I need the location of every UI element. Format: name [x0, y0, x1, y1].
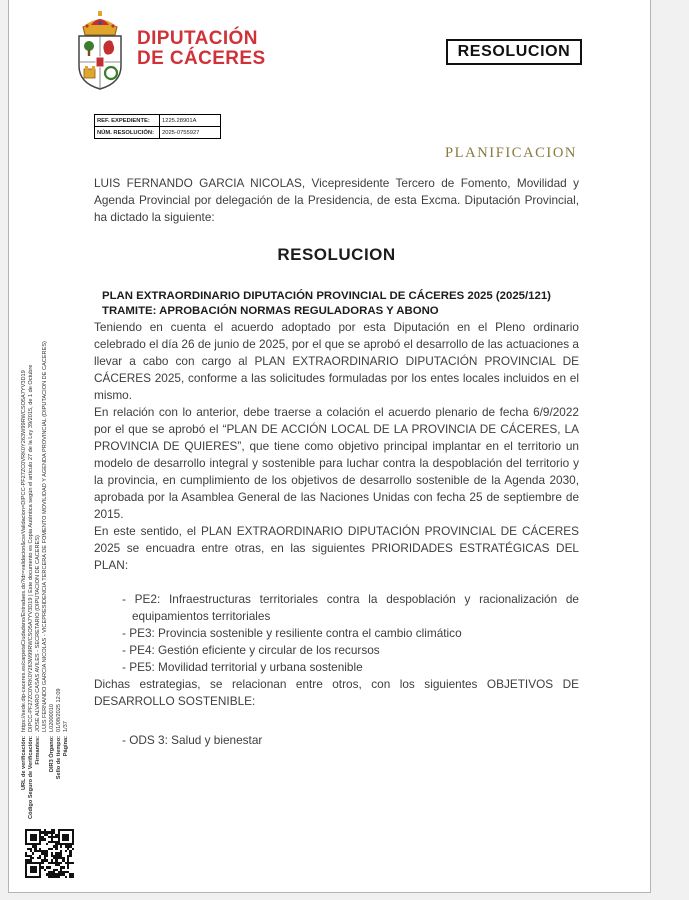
- shield-icon: [79, 36, 121, 89]
- list-item: - PE4: Gestión eficiente y circular de los recursos: [122, 643, 380, 657]
- paragraph-ods-intro: Dichas estrategias, se relacionan entre otros, con los siguientes OBJETIVOS DE DESARROLLO SOSTENIBLE:: [94, 677, 579, 708]
- reference-table: [94, 114, 221, 139]
- page-number-value: 1/37: [63, 721, 69, 732]
- ref-expediente-value: 1225.28901A: [160, 115, 221, 127]
- signers-row: [42, 86, 49, 886]
- document-body: [94, 175, 579, 749]
- paragraph-acuerdo-pleno: Teniendo en cuenta el acuerdo adoptado por esta Diputación en el Pleno ordinario celebrado el día 26 de junio de 2025, por el que se aprobó el desarrollo de las actuaciones a llevar a cabo con cargo al PLAN EXTRAORDINARIO DIPUTACIÓN PROVINCIAL DE CÁCERES 2025, conforme a las solicitudes formuladas por los entes locales incluidos en el mismo.: [94, 320, 579, 402]
- subject-tramite-line: TRAMITE: APROBACIÓN NORMAS REGULADORAS Y ABONO: [102, 305, 439, 317]
- caceres-coat-of-arms-icon: [71, 11, 129, 91]
- subject-block: [94, 289, 579, 319]
- table-row: [95, 127, 221, 139]
- list-item: - PE5: Movilidad territorial y urbana sostenible: [122, 660, 363, 674]
- qr-code: [25, 829, 74, 878]
- signer-name: JOSE ALVARO CASAS AVILES - SECRETARIO (DIPUTACION DE CACERES): [35, 535, 41, 732]
- org-name-line2: DE CÁCERES: [137, 48, 266, 69]
- verification-url-label: URL de verificación:: [21, 736, 27, 790]
- timestamp-value: 01/08/2025 12:09: [56, 688, 62, 732]
- signer-name: LUIS FERNANDO GARCIA NICOLAS - VICEPRESIDENCIA TERCERA DE FOMENTO MOVILIDAD Y AGENDA PROVINCIAL (DIPUTACION DE CACERES): [42, 341, 48, 732]
- dir3-value: L02000010: [49, 704, 55, 732]
- resolution-stamp-label: RESOLUCION: [457, 43, 571, 60]
- org-wordmark: [137, 29, 266, 69]
- verification-csv-value: DIPCC-PF27ZC0VRK0Y263W99RWCSO5A7YV3D19 | Este documento es Copia Auténtica según el artículo 27 de la Ley 39/2015, de 1 de Octubre: [28, 364, 34, 732]
- paragraph-prioridades-intro: En este sentido, el PLAN EXTRAORDINARIO DIPUTACIÓN PROVINCIAL DE CÁCERES 2025 se encuadra entre otras, en las siguientes PRIORIDADES ESTRATÉGICAS DEL PLAN:: [94, 524, 579, 572]
- subject-plan-line: PLAN EXTRAORDINARIO DIPUTACIÓN PROVINCIAL DE CÁCERES 2025 (2025/121): [102, 290, 551, 302]
- paragraph-plan-accion-local: En relación con lo anterior, debe traerse a colación el acuerdo plenario de fecha 6/9/2022 por el que se aprobó el “PLAN DE ACCIÓN LOCAL DE LA PROVINCIA DE CÁCERES, LA PROVINCIA DE QUIERES”, que tiene como objetivo principal implantar en el territorio un modelo de desarrollo integral y sostenible para luchar contra la despoblación del territorio y la provincia, en cumplimiento de los objetivos de desarrollo sostenible de la Agenda 2030, aprobada por la Asamblea General de las Naciones Unidas con fecha 25 de septiembre de 2015.: [94, 405, 579, 521]
- org-name-line1: DIPUTACIÓN: [137, 28, 258, 49]
- signers-label: Firmantes:: [35, 736, 41, 765]
- department-heading: PLANIFICACION: [445, 145, 577, 161]
- verification-url-value: https://sede.dip-caceres.es/carpetaCiudadano/Entradaes.do?idr=validacion&csvValidacion=DIPCC-PF27ZC0VRK0Y263W99RWCSO5A7YV3D19: [21, 370, 27, 732]
- dir3-label: DIR3 Órgano:: [49, 736, 55, 773]
- signers-row: [35, 86, 42, 886]
- verification-url-row: [21, 86, 28, 886]
- table-row: [95, 115, 221, 127]
- intro-paragraph: LUIS FERNANDO GARCIA NICOLAS, Vicepresidente Tercero de Fomento, Movilidad y Agenda Provincial por delegación de la Presidencia, de esta Excma. Diputación Provincial, ha dictado la siguiente:: [94, 176, 579, 224]
- page-number-label: Página:: [63, 736, 69, 757]
- timestamp-label: Sello de tiempo:: [56, 736, 62, 780]
- num-resolucion-value: 2025-0755927: [160, 127, 221, 139]
- timestamp-row: [56, 86, 63, 886]
- page-number-row: [63, 86, 70, 886]
- verification-csv-label: Código Seguro de Verificación:: [28, 736, 34, 819]
- resolution-stamp-box: [446, 39, 582, 65]
- verification-csv-row: [28, 86, 35, 886]
- verification-sidebar: [21, 86, 73, 886]
- crown-icon: [83, 11, 117, 35]
- list-item: - PE3: Provincia sostenible y resiliente contra el cambio climático: [122, 626, 462, 640]
- num-resolucion-label: NÚM. RESOLUCIÓN:: [95, 127, 160, 139]
- ods-list: [94, 732, 579, 749]
- list-item: - ODS 3: Salud y bienestar: [122, 733, 263, 747]
- document-page: [8, 0, 651, 893]
- list-item: - PE2: Infraestructuras territoriales contra la despoblación y racionalización de equipamientos territoriales: [122, 592, 579, 623]
- ref-expediente-label: REF. EXPEDIENTE:: [95, 115, 160, 127]
- priorities-list: [94, 591, 579, 676]
- resolution-title: RESOLUCION: [277, 245, 396, 264]
- dir3-row: [49, 86, 56, 886]
